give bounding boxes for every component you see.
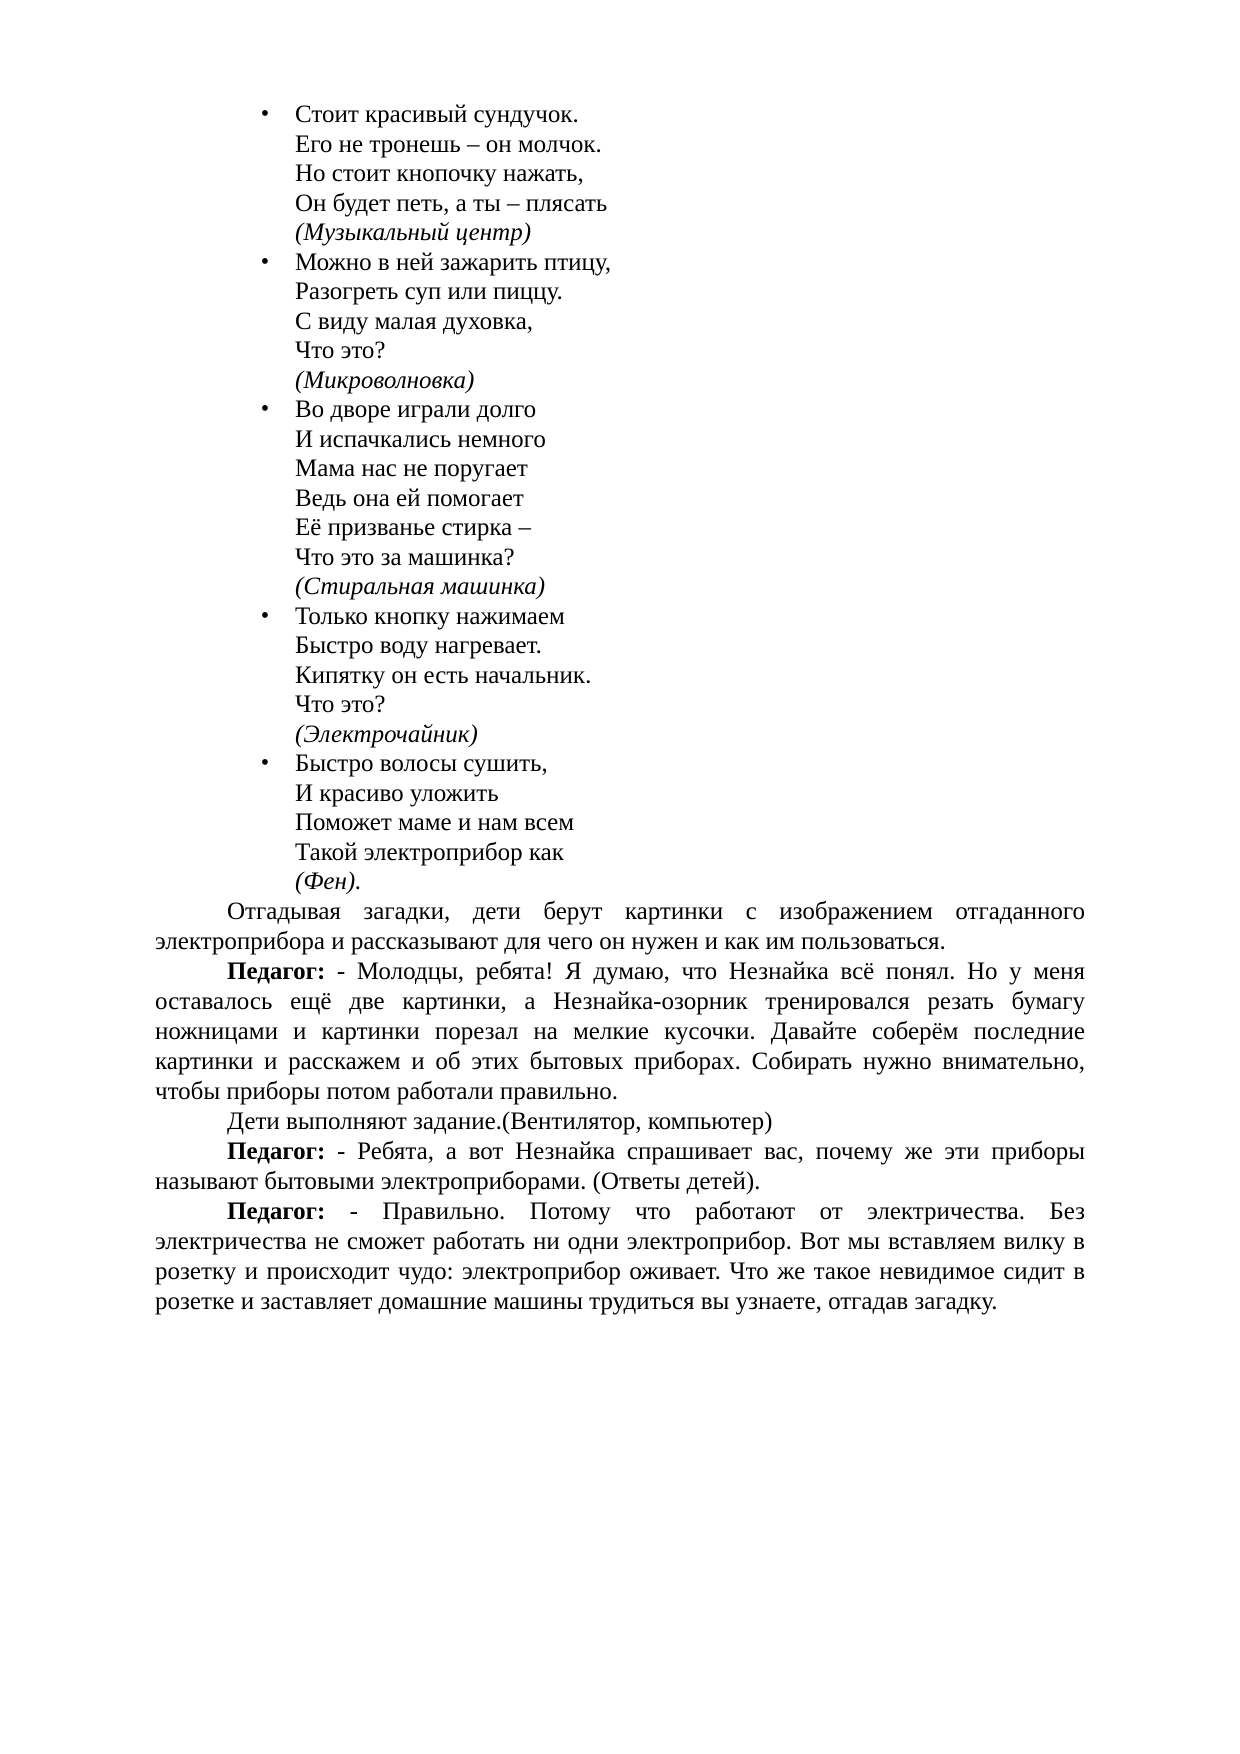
- bullet-icon: •: [260, 602, 270, 629]
- riddle-line: Быстро воду нагревает.: [295, 632, 542, 659]
- riddle-line: Её призванье стирка –: [295, 514, 531, 541]
- riddle-line: И красиво уложить: [295, 779, 499, 807]
- riddle-lines: [295, 248, 1085, 396]
- riddle-answer: (Микроволновка): [295, 366, 475, 394]
- paragraph-teacher-1: [155, 957, 1085, 1107]
- riddle-answer: (Фен).: [295, 868, 362, 895]
- riddle-line: И испачкались немного: [295, 425, 546, 453]
- riddle-lines: [295, 602, 1085, 750]
- bullet-icon: •: [260, 396, 270, 422]
- riddle-line: С виду малая духовка,: [295, 307, 534, 335]
- riddle-lines: [295, 100, 1085, 248]
- paragraph-teacher-2: [155, 1137, 1085, 1197]
- paragraph-text: - Правильно. Потому что работают от электричества. Без электричества не сможет работать ни одни электроприбор. Вот мы вставляем вилку в розетку и происходит чудо: электроприбор оживает. Что же такое невидимое сидит в розетке и заставляет домашние машины трудиться вы узнаете, отгадав загадку.: [155, 1197, 1085, 1315]
- speaker-label: Педагог:: [227, 957, 326, 985]
- riddle-lines: [295, 395, 1085, 602]
- riddle-line: Что это?: [295, 691, 386, 718]
- paragraph-text: - Молодцы, ребята! Я думаю, что Незнайка всё понял. Но у меня оставалось ещё две картинки, а Незнайка-озорник тренировался резать бумагу ножницами и картинки порезал на мелкие кусочки. Давайте соберём последние картинки и расскажем и об этих бытовых приборах. Собирать нужно внимательно, чтобы приборы потом работали правильно.: [155, 957, 1085, 1105]
- riddle-line: Разогреть суп или пиццу.: [295, 278, 563, 305]
- riddle-line: Его не тронешь – он молчок.: [295, 130, 602, 158]
- riddle-line: Быстро волосы сушить,: [295, 750, 548, 777]
- paragraph-teacher-3: [155, 1197, 1085, 1317]
- list-item: [155, 248, 1085, 396]
- riddle-line: Ведь она ей помогает: [295, 484, 524, 512]
- paragraph-text: Отгадывая загадки, дети берут картинки с изображением отгаданного электроприбора и рассказывают для чего он нужен и как им пользоваться.: [155, 897, 1085, 955]
- bullet-icon: •: [260, 248, 270, 275]
- riddle-line: Кипятку он есть начальник.: [295, 661, 592, 689]
- bullet-icon: •: [260, 750, 270, 776]
- list-item: [155, 100, 1085, 248]
- riddle-line: Можно в ней зажарить птицу,: [295, 248, 612, 276]
- speaker-label: Педагог:: [227, 1197, 326, 1225]
- riddle-line: Во дворе играли долго: [295, 396, 537, 423]
- list-item: [155, 749, 1085, 897]
- riddle-answer: (Электрочайник): [295, 720, 478, 748]
- riddle-line: Он будет петь, а ты – плясать: [295, 189, 608, 217]
- paragraph-intro: [155, 897, 1085, 957]
- riddle-line: Что это за машинка?: [295, 543, 515, 571]
- riddle-line: Такой электроприбор как: [295, 838, 564, 866]
- riddle-line: Но стоит кнопочку нажать,: [295, 160, 584, 187]
- bullet-icon: •: [260, 101, 270, 127]
- riddle-answer: (Музыкальный центр): [295, 219, 532, 246]
- paragraph-text: - Ребята, а вот Незнайка спрашивает вас, почему же эти приборы называют бытовыми электроприборами. (Ответы детей).: [155, 1137, 1085, 1195]
- riddle-line: Мама нас не поругает: [295, 455, 528, 482]
- paragraph-stage-direction: [155, 1107, 1085, 1137]
- riddle-line: Что это?: [295, 337, 386, 364]
- list-item: [155, 602, 1085, 750]
- list-item: [155, 395, 1085, 602]
- riddle-answer: (Стиральная машинка): [295, 573, 546, 600]
- speaker-label: Педагог:: [227, 1137, 326, 1165]
- riddle-line: Стоит красивый сундучок.: [295, 101, 579, 128]
- paragraph-text: Дети выполняют задание.(Вентилятор, компьютер): [227, 1107, 773, 1135]
- page-content: [155, 100, 1085, 1317]
- riddle-line: Поможет маме и нам всем: [295, 809, 575, 836]
- riddle-line: Только кнопку нажимаем: [295, 602, 565, 630]
- riddle-lines: [295, 749, 1085, 897]
- riddle-list: [155, 100, 1085, 897]
